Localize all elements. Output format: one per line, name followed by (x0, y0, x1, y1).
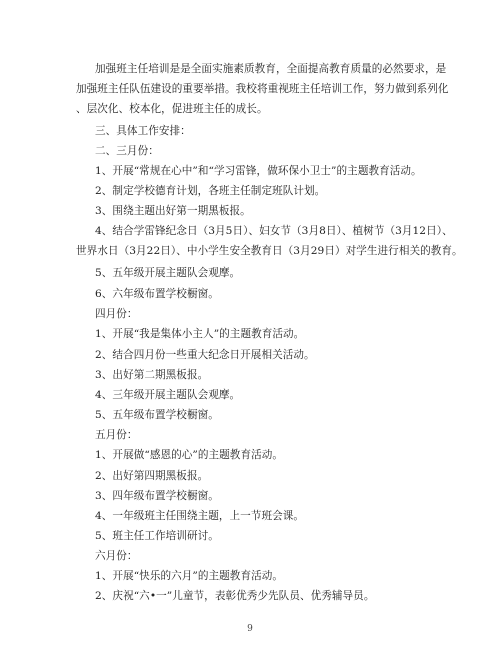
list-item-continuation: 世界水日（3月22日）、中小学生安全教育日（3月29日）对学生进行相关的教育。 (76, 245, 463, 257)
list-item: 1、开展“快乐的六月”的主题教育活动。 (95, 570, 284, 582)
list-item: 2、制定学校德育计划，各班主任制定班队计划。 (95, 185, 326, 197)
list-item: 4、一年级班主任围绕主题，上一节班会课。 (95, 510, 305, 522)
list-item: 1、开展“常规在心中”和“学习雷锋，做环保小卫士”的主题教育活动。 (95, 165, 422, 177)
list-item: 3、出好第二期黑板报。 (95, 369, 209, 381)
intro-line-1: 加强班主任培训是是全面实施素质教育，全面提高教育质量的必然要求，是 (95, 63, 447, 75)
page-number: 9 (247, 624, 253, 634)
section-heading: 三、具体工作安排： (95, 125, 191, 137)
month-title-june: 六月份： (95, 550, 138, 562)
list-item: 5、班主任工作培训研讨。 (95, 530, 219, 542)
month-title-may: 五月份： (95, 429, 138, 441)
list-item: 5、五年级布置学校橱窗。 (95, 409, 219, 421)
list-item: 5、五年级开展主题队会观摩。 (95, 267, 241, 279)
list-item: 2、庆祝“六•一”儿童节，表彰优秀少先队员、优秀辅导员。 (95, 590, 375, 602)
intro-line-2: 加强班主任队伍建设的重要举措。我校将重视班主任培训工作，努力做到系列化 (76, 83, 449, 95)
list-item: 3、围绕主题出好第一期黑板报。 (95, 205, 251, 217)
list-item: 4、结合学雷锋纪念日（3月5日）、妇女节（3月8日）、植树节（3月12日）、 (95, 225, 453, 237)
list-item: 2、出好第四期黑板报。 (95, 470, 209, 482)
list-item: 3、四年级布置学校橱窗。 (95, 490, 219, 502)
intro-line-3: 、层次化、校本化，促进班主任的成长。 (76, 103, 268, 115)
list-item: 2、结合四月份一些重大纪念日开展相关活动。 (95, 349, 315, 361)
list-item: 4、三年级开展主题队会观摩。 (95, 389, 241, 401)
month-title-feb-mar: 二、三月份： (95, 145, 159, 157)
list-item: 6、六年级布置学校橱窗。 (95, 288, 219, 300)
list-item: 1、开展“我是集体小主人”的主题教育活动。 (95, 328, 305, 340)
list-item: 1、开展做“感恩的心”的主题教育活动。 (95, 449, 284, 461)
month-title-april: 四月份： (95, 308, 138, 320)
